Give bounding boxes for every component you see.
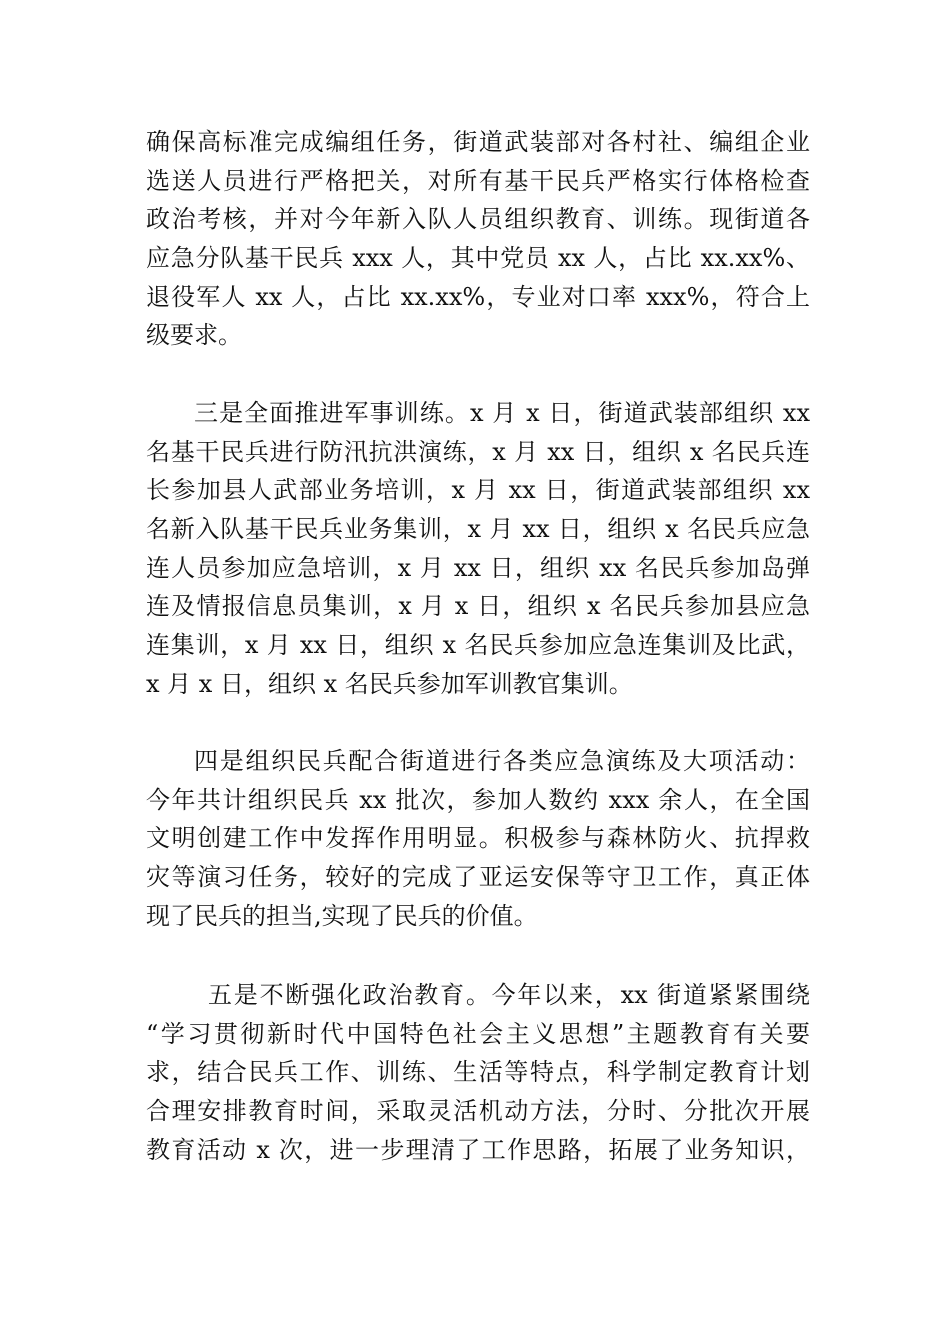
paragraph-militia-grouping xyxy=(146,123,810,355)
text-line: 长参加县人武部业务培训，x 月 xx 日，街道武装部组织 xx xyxy=(146,476,810,505)
text-line: 名新入队基干民兵业务集训，x 月 xx 日，组织 x 名民兵应急 xyxy=(146,515,810,544)
text-line: 退役军人 xx 人，占比 xx.xx%，专业对口率 xxx%，符合上 xyxy=(146,282,810,311)
text-line: 现了民兵的担当,实现了民兵的价值。 xyxy=(146,901,538,930)
text-line: 三是全面推进军事训练。x 月 x 日，街道武装部组织 xx xyxy=(194,399,810,427)
text-line: 名基干民兵进行防汛抗洪演练，x 月 xx 日，组织 x 名民兵连 xyxy=(146,437,810,466)
paragraph-military-training xyxy=(146,394,810,704)
text-line: 教育活动 x 次，进一步理清了工作思路，拓展了业务知识， xyxy=(146,1135,810,1164)
text-line: 连及情报信息员集训，x 月 x 日，组织 x 名民兵参加县应急 xyxy=(146,592,810,621)
text-line: 合理安排教育时间，采取灵活机动方法，分时、分批次开展 xyxy=(146,1097,810,1126)
text-line: 级要求。 xyxy=(146,321,242,350)
text-line: 文明创建工作中发挥作用明显。积极参与森林防火、抗捍救 xyxy=(146,824,810,853)
text-line: 今年共计组织民兵 xx 批次，参加人数约 xxx 余人，在全国 xyxy=(146,785,810,814)
text-line: 连集训，x 月 xx 日，组织 x 名民兵参加应急连集训及比武， xyxy=(146,631,810,660)
paragraph-emergency-drills xyxy=(146,742,810,935)
text-line: “学习贯彻新时代中国特色社会主义思想”主题教育有关要 xyxy=(146,1019,810,1048)
paragraph-political-education xyxy=(146,976,810,1169)
text-line: 灾等演习任务，较好的完成了亚运安保等守卫工作，真正体 xyxy=(146,863,810,892)
text-line: 应急分队基干民兵 xxx 人，其中党员 xx 人，占比 xx.xx%、 xyxy=(146,244,810,273)
text-line: 求，结合民兵工作、训练、生活等特点，科学制定教育计划 xyxy=(146,1058,810,1087)
text-line: 选送人员进行严格把关，对所有基干民兵严格实行体格检查 xyxy=(146,166,810,195)
text-line: 连人员参加应急培训，x 月 xx 日，组织 xx 名民兵参加岛弹 xyxy=(146,553,810,582)
text-line: x 月 x 日，组织 x 名民兵参加军训教官集训。 xyxy=(146,669,633,698)
text-line: 五是不断强化政治教育。今年以来，xx 街道紧紧围绕 xyxy=(208,981,810,1009)
text-line: 四是组织民兵配合街道进行各类应急演练及大项活动： xyxy=(194,747,810,775)
text-line: 政治考核，并对今年新入队人员组织教育、训练。现街道各 xyxy=(146,205,810,234)
text-line: 确保高标准完成编组任务，街道武装部对各村社、编组企业 xyxy=(146,128,810,156)
